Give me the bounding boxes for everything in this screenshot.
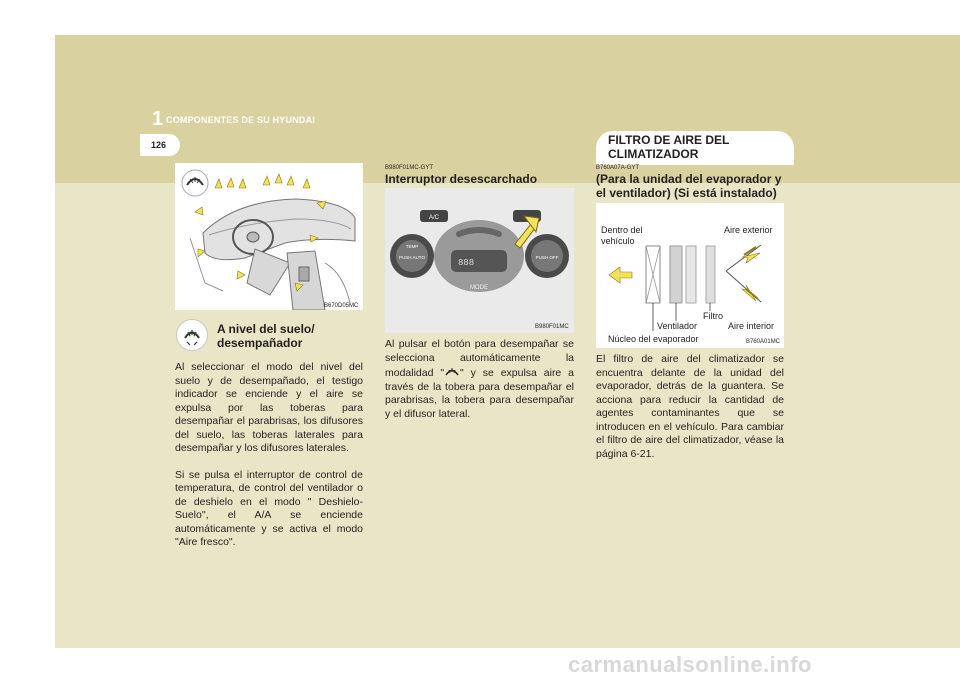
section-code: B760A07A-GYT [596,165,640,171]
ac-button-label: A/C [428,215,440,221]
paragraph: Si se pulsa el interruptor de control de temperatura, de control del ventilador o de deshielo en el modo " Deshielo-Suelo", el A/A se enciende automáticamente y se activa el modo "Aire fresco". [175,468,363,548]
watermark: carmanualsonline.info [568,652,812,677]
filter-unit-heading: (Para la unidad del evaporador y el ventilador) (Si está instalado) [596,172,782,200]
defrost-paragraph: Al pulsar el botón para desempañar se selecciona automáticamente la modalidad " " y se expulsa aire a través de la tobera para desempañar el parabrisas, la tobera para desempañar y el difusor lateral. [385,338,574,420]
label-inside-vehicle: Dentro del vehículo [601,225,643,246]
chapter-number: 1 [152,108,164,130]
floor-defrost-mode-badge [176,319,208,351]
display-readout: 888 [458,258,475,268]
temp-label: TEMP [405,244,419,249]
section-code: B980F01MC-GYT [385,165,434,171]
section-title: FILTRO DE AIRE DEL CLIMATIZADOR [608,133,730,161]
chapter-title: COMPONENTES DE SU HYUNDAI [166,115,316,125]
label-inside-air: Aire interior [728,321,775,331]
header-band [55,35,960,183]
label-evaporator-core: Núcleo del evaporador [608,334,699,344]
label-filter: Filtro [703,311,723,321]
floor-defrost-icon [177,320,207,350]
floor-defrost-heading: A nivel del suelo/ desempañador [217,322,315,350]
figure-code: B760A01MC [746,339,781,345]
col1-body [175,361,363,563]
paragraph: Al seleccionar el modo del nivel del suelo y de desempañado, el testigo indicador se enciende y el aire se expulsa por las toberas para desempañar el parabrisas, los difusores del suelo, las toberas laterales para desempañar y los difusores laterales. [175,361,363,454]
push-off-label: PUSH OFF [535,255,559,260]
defrost-switch-heading: Interruptor desescarchado [385,172,538,186]
paragraph: El filtro de aire del climatizador se encuentra delante de la unidad del evaporador, detrás de la guantera. Se acciona para reducir la cantidad de agentes contaminantes que se introducen en el vehículo. Para cambiar el filtro de aire del climatizador, véase la página 6-21. [596,353,784,460]
climate-control-panel [385,188,574,333]
dashboard-illustration [175,163,363,310]
figure-code: B670D05MC [324,303,359,309]
label-fan: Ventilador [657,321,698,331]
page-number: 126 [151,140,167,150]
figure-code: B980F01MC [535,324,569,330]
defrost-icon [444,365,460,377]
push-auto-label: PUSH AUTO [399,255,425,260]
air-filter-diagram [596,203,784,348]
label-outside-air: Aire exterior [724,225,773,235]
dashboard-airflow-figure [175,163,363,310]
col3-body [596,353,784,474]
mode-label: MODE [470,285,488,291]
col2-body [385,338,574,434]
climate-panel-figure [385,188,574,333]
